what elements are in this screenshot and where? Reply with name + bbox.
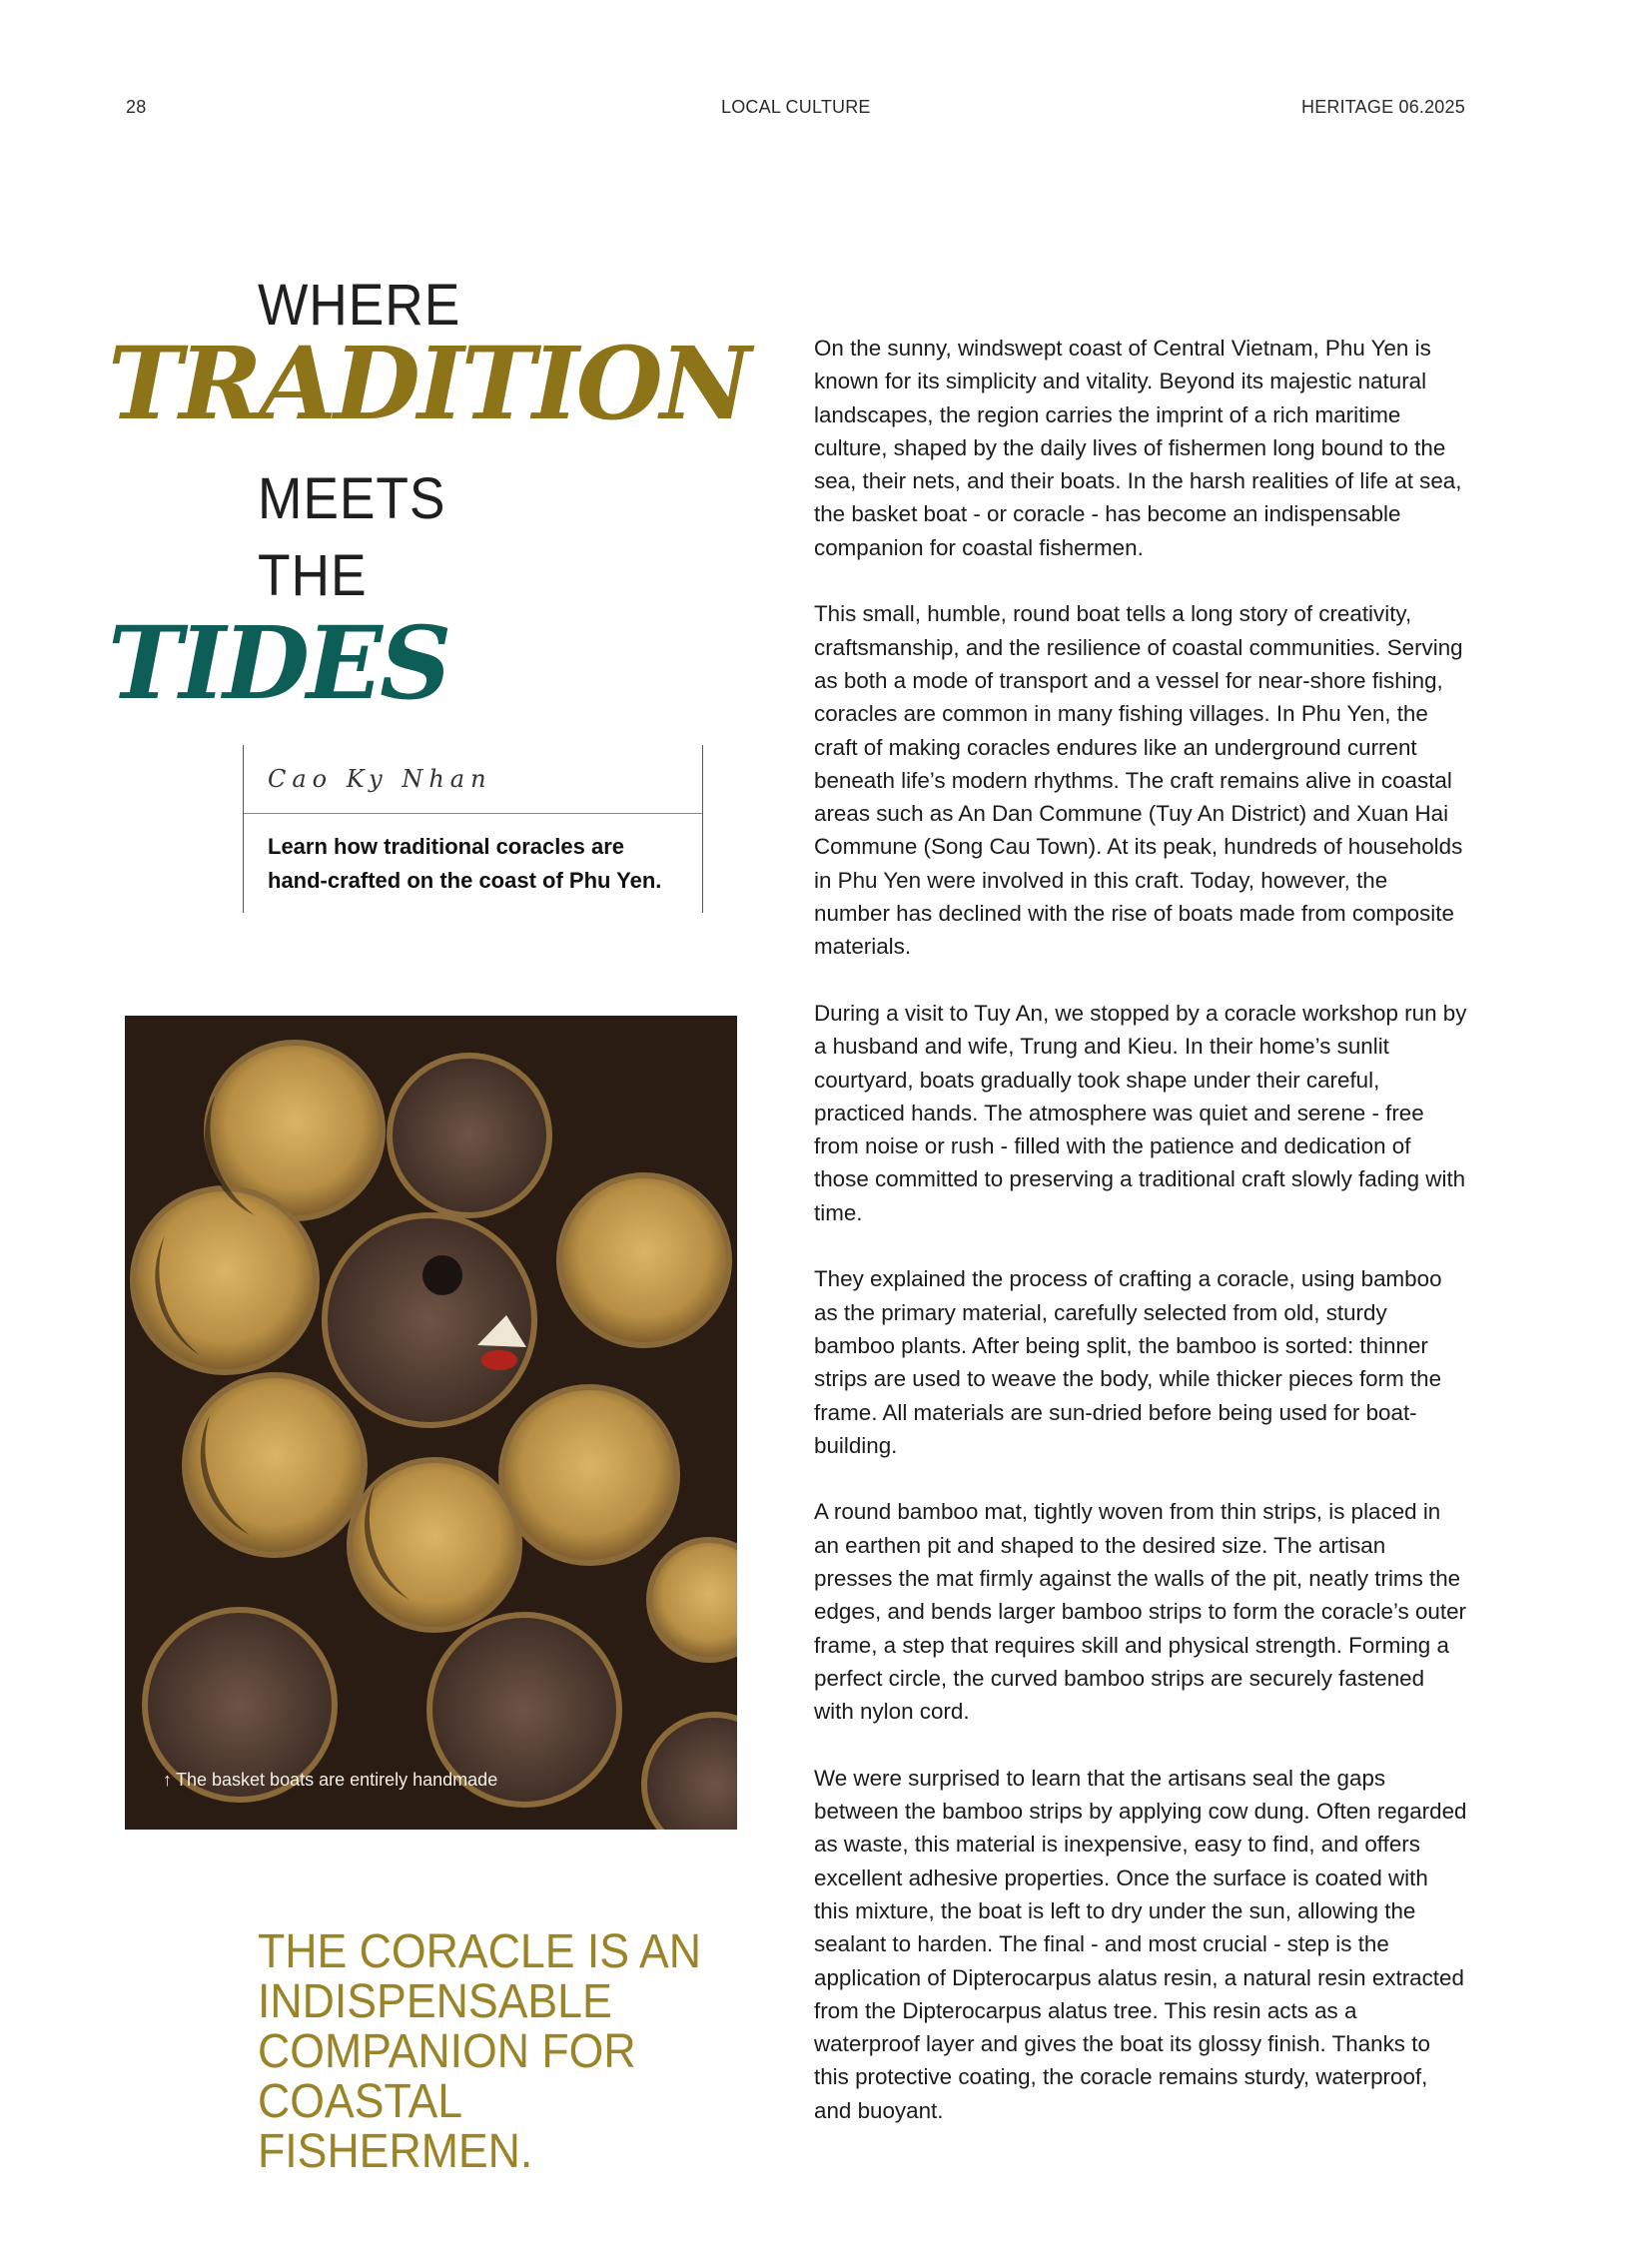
- author-name: Cao Ky Nhan: [268, 765, 492, 793]
- title-where: WHERE: [258, 273, 461, 338]
- byline-divider: [244, 813, 702, 814]
- article-teaser: Learn how traditional coracles are hand-crafted on the coast of Phu Yen.: [268, 834, 662, 893]
- byline-box: [243, 745, 703, 913]
- coracles-photo: [125, 1016, 737, 1830]
- body-paragraph: They explained the process of crafting a coracle, using bamboo as the primary material, carefully selected from old, sturdy bamboo plants. After being split, the bamboo is sorted: thinner strips are used to weave the body, while thicker pieces form the frame. All materials are sun-dried before being used for boat-building.: [814, 1266, 1442, 1458]
- arrow-up-icon: ↑: [163, 1770, 172, 1790]
- caption-text: The basket boats are entirely handmade: [176, 1770, 498, 1790]
- body-paragraph: On the sunny, windswept coast of Central Vietnam, Phu Yen is known for its simplicity and vitality. Beyond its majestic natural landscapes, the region carries the imprint of a rich maritime culture, shaped by the daily lives of fishermen long bound to the sea, their nets, and their boats. In the harsh realities of life at sea, the basket boat - or coracle - has become an indispensable companion for coastal fishermen.: [814, 336, 1462, 560]
- body-paragraph: This small, humble, round boat tells a long story of creativity, craftsmanship, and the resilience of coastal communities. Serving as both a mode of transport and a vessel for near-shore fishing, coracles are common in many fishing villages. In Phu Yen, the craft of making coracles endures like an underground current beneath life’s modern rhythms. The craft remains alive in coastal areas such as An Dan Commune (Tuy An District) and Xuan Hai Commune (Song Cau Town). At its peak, hundreds of households in Phu Yen were involved in this craft. Today, however, the number has declined with the rise of boats made from composite materials.: [814, 601, 1463, 960]
- body-paragraph: During a visit to Tuy An, we stopped by a coracle workshop run by a husband and wife, Trung and Kieu. In their home’s sunlit courtyard, boats gradually took shape under their careful, practiced hands. The atmosphere was quiet and serene - free from noise or rush - filled with the patience and dedication of those committed to preserving a traditional craft slowly fading with time.: [814, 1000, 1467, 1225]
- title-tides: TIDES: [108, 604, 449, 722]
- title-tradition: TRADITION: [108, 325, 749, 442]
- issue-label: HERITAGE 06.2025: [1301, 97, 1465, 117]
- title-the: THE: [258, 543, 368, 608]
- pull-quote: THE CORACLE IS AN INDISPENSABLE COMPANION FOR COASTAL FISHERMEN.: [258, 1925, 702, 2178]
- body-paragraph: We were surprised to learn that the artisans seal the gaps between the bamboo strips by applying cow dung. Often regarded as waste, this material is inexpensive, easy to find, and offers excellent adhesive properties. Once the surface is coated with this mixture, the boat is left to dry under the sun, allowing the sealant to harden. The final - and most crucial - step is the application of Dipterocarpus alatus resin, a natural resin extracted from the Dipterocarpus alatus tree. This resin acts as a waterproof layer and gives the boat its glossy finish. Thanks to this protective coating, the coracle remains sturdy, waterproof, and buoyant.: [814, 1765, 1467, 2123]
- photo-caption: [163, 1770, 497, 1791]
- title-meets: MEETS: [258, 466, 446, 531]
- section-label: LOCAL CULTURE: [721, 97, 871, 117]
- body-paragraph: A round bamboo mat, tightly woven from thin strips, is placed in an earthen pit and shaped to the desired size. The artisan presses the mat firmly against the walls of the pit, neatly trims the edges, and bends larger bamboo strips to form the coracle’s outer frame, a step that requires skill and physical strength. Forming a perfect circle, the curved bamboo strips are securely fastened with nylon cord.: [814, 1499, 1467, 1725]
- page-number: 28: [126, 97, 147, 117]
- article-body: [814, 332, 1468, 2160]
- coracles-illustration: [125, 1016, 737, 1830]
